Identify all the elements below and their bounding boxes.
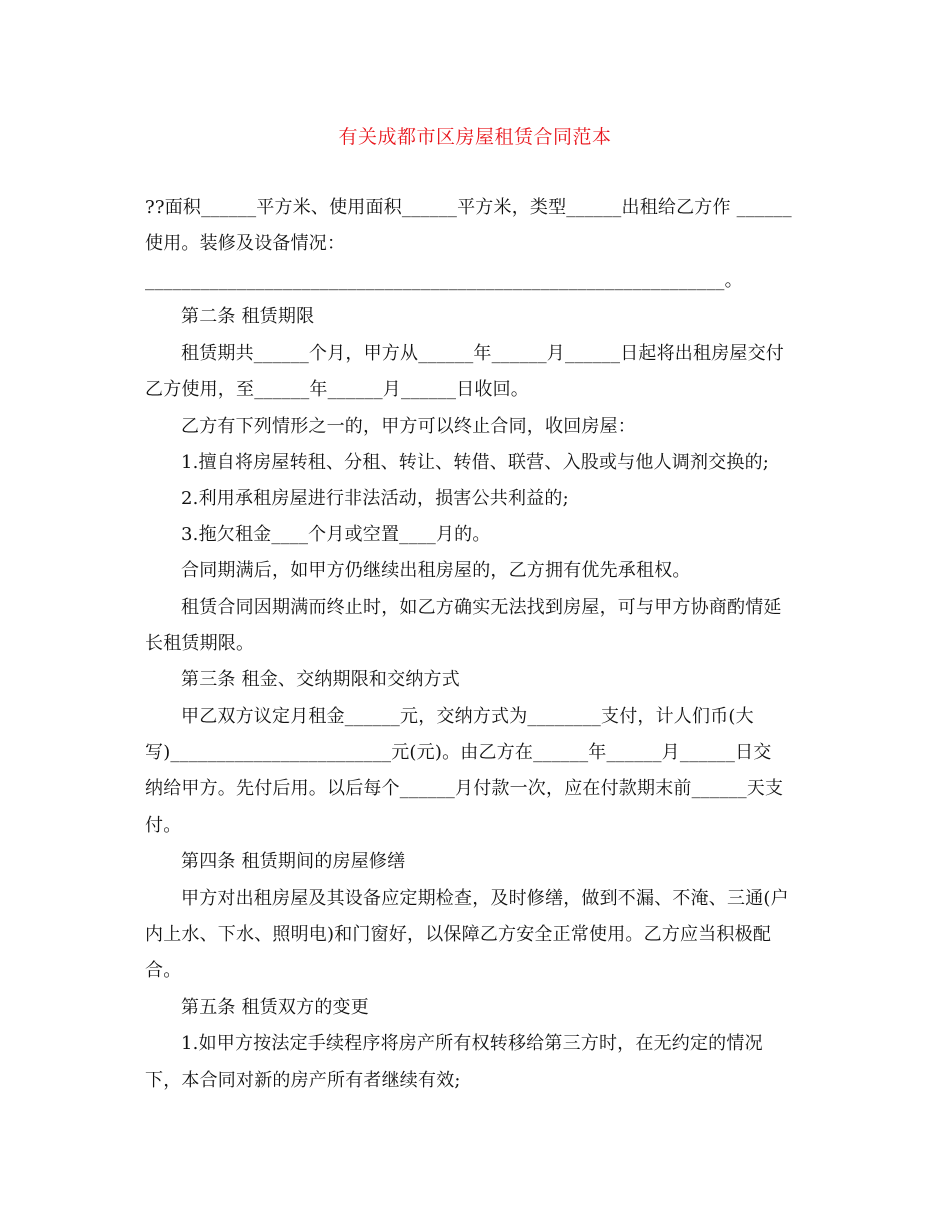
text-line: 下，本合同对新的房产所有者继续有效;: [145, 1070, 461, 1091]
text-line: 写)________________________元(元)。由乙方在______年______月______日交: [145, 742, 772, 763]
text-line: 付。: [145, 815, 182, 836]
list-item: 3.拖欠租金____个月或空置____月的。: [181, 524, 491, 545]
text-line: 使用。装修及设备情况：: [145, 233, 346, 254]
text-line: 甲乙双方议定月租金______元，交纳方式为________支付，计人们币(大: [181, 706, 754, 727]
text-line: 合同期满后，如甲方仍继续出租房屋的，乙方拥有优先承租权。: [181, 560, 691, 581]
list-item: 1.擅自将房屋转租、分租、转让、转借、联营、入股或与他人调剂交换的;: [181, 452, 770, 473]
section-heading: 第五条 租赁双方的变更: [181, 997, 369, 1018]
list-item: 2.利用承租房屋进行非法活动，损害公共利益的;: [181, 488, 569, 509]
section-heading: 第三条 租金、交纳期限和交纳方式: [181, 669, 460, 690]
text-line: 乙方使用，至______年______月______日收回。: [145, 379, 529, 400]
text-line: 租赁期共______个月，甲方从______年______月______日起将出租房屋交付: [181, 343, 784, 364]
text-line: 甲方对出租房屋及其设备应定期检查，及时修缮，做到不漏、不淹、三通(户: [181, 888, 789, 909]
text-line: _______________________________________________________________。: [145, 270, 743, 291]
list-item: 1.如甲方按法定手续程序将房产所有权转移给第三方时，在无约定的情况: [181, 1033, 763, 1054]
text-line: 合。: [145, 960, 182, 981]
section-heading: 第四条 租赁期间的房屋修缮: [181, 851, 406, 872]
text-line: 长租赁期限。: [145, 633, 255, 654]
text-line: ??面积______平方米、使用面积______平方米，类型______出租给乙方作 ______: [145, 197, 792, 218]
text-line: 内上水、下水、照明电)和门窗好，以保障乙方安全正常使用。乙方应当积极配: [145, 924, 772, 945]
text-line: 纳给甲方。先付后用。以后每个______月付款一次，应在付款期末前______天支: [145, 778, 784, 799]
section-heading: 第二条 租赁期限: [181, 306, 315, 327]
text-line: 租赁合同因期满而终止时，如乙方确实无法找到房屋，可与甲方协商酌情延: [181, 597, 782, 618]
document-title: 有关成都市区房屋租赁合同范本: [338, 126, 612, 148]
text-line: 乙方有下列情形之一的，甲方可以终止合同，收回房屋：: [181, 416, 636, 437]
